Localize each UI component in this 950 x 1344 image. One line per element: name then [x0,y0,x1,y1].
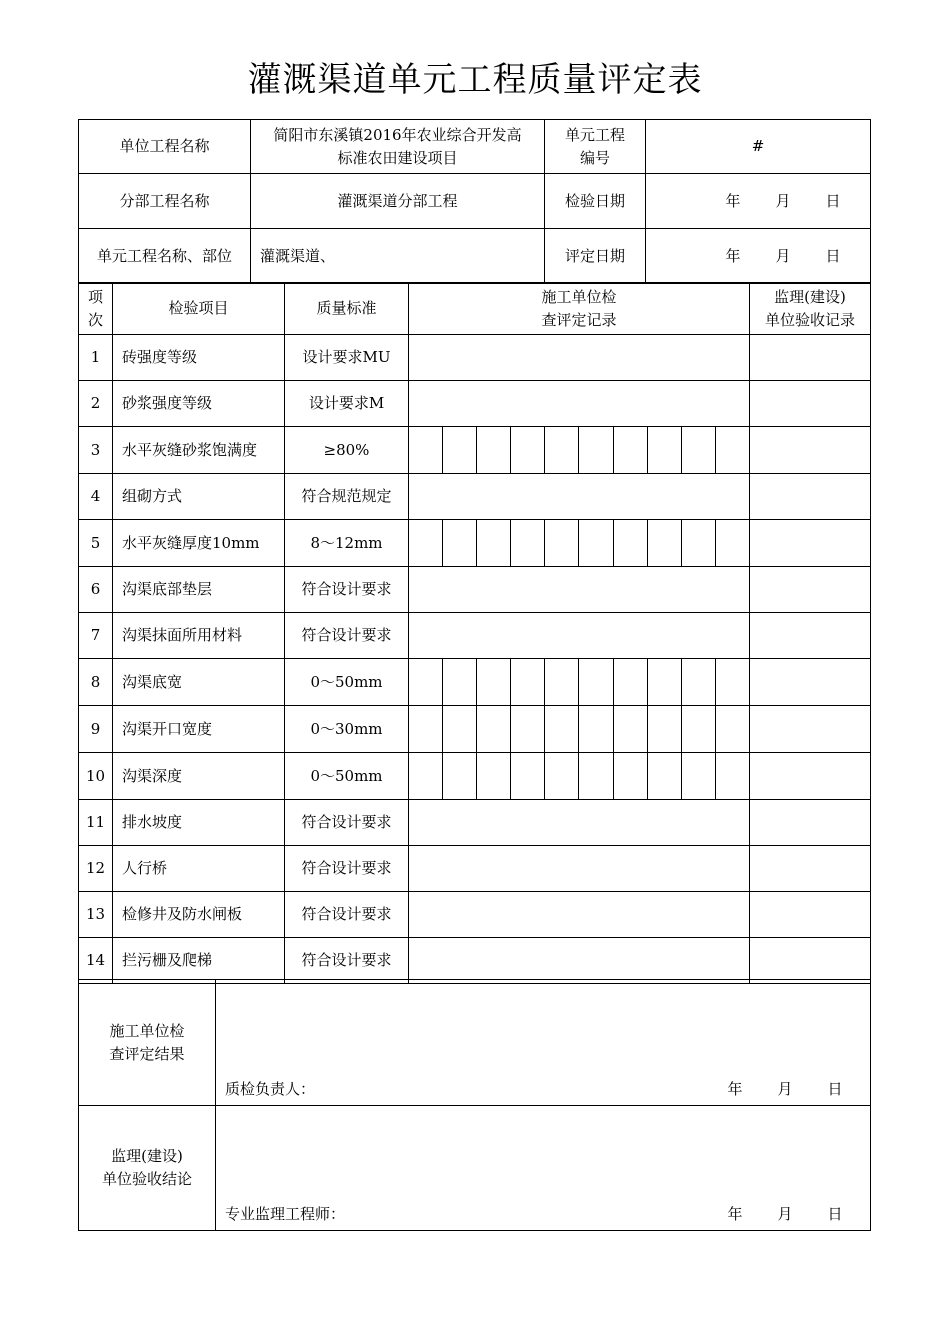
col-supervisor-header [750,283,871,335]
measure-cell[interactable] [613,520,647,566]
measure-cell[interactable] [442,520,476,566]
row-supervisor-record[interactable] [750,659,871,706]
row-standard: 0～30mm [285,706,409,753]
row-supervisor-record[interactable] [750,427,871,474]
measure-cell[interactable] [613,753,647,799]
row-supervisor-record[interactable] [750,846,871,892]
measure-cell[interactable] [578,427,612,473]
row-contractor-record[interactable] [409,892,750,938]
row-supervisor-record[interactable] [750,892,871,938]
measure-cell[interactable] [544,427,578,473]
footer-table [78,979,871,1231]
row-standard: 设计要求M [285,381,409,427]
measure-cell[interactable] [510,427,544,473]
measure-cell[interactable] [715,753,749,799]
project-value [251,120,545,174]
year-label: 年 [727,1079,743,1098]
division-label: 分部工程名称 [79,174,251,229]
measure-cell[interactable] [409,427,442,473]
project-label: 单位工程名称 [79,120,251,174]
col-item-header: 检验项目 [113,283,285,335]
inspect-date-label: 检验日期 [545,174,646,229]
eval-date-value [646,229,871,284]
unit-no-label-line1: 单元工程 [564,125,625,144]
measure-cell[interactable] [476,659,510,705]
table-row [79,938,871,984]
row-item: 沟渠底宽 [113,659,285,706]
items-table [78,282,871,984]
measure-cell[interactable] [715,659,749,705]
table-row [79,567,871,613]
row-supervisor-record[interactable] [750,706,871,753]
measure-cell[interactable] [510,659,544,705]
sign-date [710,1078,860,1101]
row-supervisor-record[interactable] [750,753,871,800]
measure-cell[interactable] [409,706,442,752]
row-standard: 符合设计要求 [285,613,409,659]
supervisor-result-line1: 监理(建设) [111,1147,183,1165]
measure-cell[interactable] [409,753,442,799]
table-row [79,892,871,938]
month-label: 月 [775,191,791,210]
page-title: 灌溉渠道单元工程质量评定表 [247,60,703,100]
supervisor-result-line2: 单位验收结论 [101,1170,192,1188]
table-row [79,659,871,706]
measure-cell[interactable] [544,753,578,799]
measure-cell[interactable] [578,520,612,566]
measure-cell[interactable] [578,753,612,799]
table-row [79,800,871,846]
row-contractor-record[interactable] [409,846,750,892]
row-no: 8 [79,659,113,706]
row-contractor-record[interactable] [409,381,750,427]
row-item: 水平灰缝厚度10mm [113,520,285,567]
contractor-result-line2: 查评定结果 [109,1044,185,1063]
row-contractor-record[interactable] [409,567,750,613]
project-value-line1: 简阳市东溪镇2016年农业综合开发高 [273,125,522,144]
row-standard: 符合规范规定 [285,474,409,520]
contractor-result-label [79,980,216,1106]
project-value-line2: 标准农田建设项目 [337,148,458,167]
row-contractor-record[interactable] [409,474,750,520]
measure-cell[interactable] [476,520,510,566]
row-no: 5 [79,520,113,567]
row-no: 13 [79,892,113,938]
measure-cell[interactable] [544,520,578,566]
row-contractor-record[interactable] [409,613,750,659]
month-label: 月 [777,1079,793,1098]
row-measure-grid [409,659,750,706]
measure-cell[interactable] [510,753,544,799]
row-no: 3 [79,427,113,474]
table-row [79,427,871,474]
col-standard-header: 质量标准 [285,283,409,335]
measure-cell[interactable] [476,706,510,752]
row-standard: 符合设计要求 [285,938,409,984]
eval-date-label: 评定日期 [545,229,646,284]
row-item: 人行桥 [113,846,285,892]
col-no-line2: 次 [87,310,103,329]
col-supervisor-line1: 监理(建设) [774,287,846,306]
measure-cell[interactable] [578,659,612,705]
measure-cell[interactable] [681,753,715,799]
supervisor-result-area[interactable] [216,1106,871,1231]
year-label: 年 [725,246,741,265]
month-label: 月 [777,1205,793,1223]
col-no-header [79,283,113,335]
row-contractor-record[interactable] [409,938,750,984]
month-label: 月 [775,246,791,265]
row-item: 检修井及防水闸板 [113,892,285,938]
measure-cell[interactable] [715,520,749,566]
row-item: 沟渠深度 [113,753,285,800]
measure-cell[interactable] [613,706,647,752]
unit-no-label-line2: 编号 [579,148,610,167]
measure-cell[interactable] [647,427,681,473]
measure-cell[interactable] [715,427,749,473]
measure-cell[interactable] [442,659,476,705]
measure-cell[interactable] [510,520,544,566]
measure-cell[interactable] [613,427,647,473]
unit-value: 灌溉渠道、 [251,229,545,284]
row-no: 12 [79,846,113,892]
day-label: 日 [825,191,841,210]
measure-cell[interactable] [681,706,715,752]
row-standard: 0～50mm [285,753,409,800]
row-no: 14 [79,938,113,984]
measure-cell[interactable] [476,753,510,799]
col-contractor-line1: 施工单位检 [541,287,617,306]
row-supervisor-record[interactable] [750,381,871,427]
row-standard: 设计要求MU [285,335,409,381]
row-standard: 8～12mm [285,520,409,567]
measure-cell[interactable] [578,706,612,752]
measure-cell[interactable] [409,659,442,705]
engineer-label: 专业监理工程师： [225,1205,346,1223]
measure-cell[interactable] [647,753,681,799]
col-no-line1: 项 [87,287,103,306]
row-measure-grid [409,520,750,567]
sign-date [710,1203,860,1226]
table-row [79,335,871,381]
measure-cell[interactable] [544,706,578,752]
measure-cell[interactable] [442,706,476,752]
row-no: 7 [79,613,113,659]
table-row [79,753,871,800]
day-label: 日 [827,1205,843,1223]
row-standard: 符合设计要求 [285,846,409,892]
row-standard: 符合设计要求 [285,800,409,846]
row-item: 拦污栅及爬梯 [113,938,285,984]
division-value: 灌溉渠道分部工程 [251,174,545,229]
table-row [79,474,871,520]
table-row [79,846,871,892]
row-item: 沟渠抹面所用材料 [113,613,285,659]
row-supervisor-record[interactable] [750,613,871,659]
unit-no-label [545,120,646,174]
year-label: 年 [727,1205,743,1223]
row-no: 1 [79,335,113,381]
measure-cell[interactable] [544,659,578,705]
row-item: 组砌方式 [113,474,285,520]
supervisor-result-label [79,1106,216,1231]
contractor-result-line1: 施工单位检 [109,1021,185,1040]
row-item: 沟渠开口宽度 [113,706,285,753]
measure-cell[interactable] [613,659,647,705]
table-row [79,381,871,427]
measure-cell[interactable] [681,659,715,705]
row-contractor-record[interactable] [409,335,750,381]
row-item: 沟渠底部垫层 [113,567,285,613]
row-standard: 符合设计要求 [285,892,409,938]
table-row [79,706,871,753]
col-supervisor-line2: 单位验收记录 [764,310,855,329]
row-item: 砖强度等级 [113,335,285,381]
qc-person-label: 质检负责人： [225,1079,316,1098]
row-item: 水平灰缝砂浆饱满度 [113,427,285,474]
row-supervisor-record[interactable] [750,567,871,613]
row-standard: 0～50mm [285,659,409,706]
measure-cell[interactable] [476,427,510,473]
row-measure-grid [409,427,750,474]
row-measure-grid [409,706,750,753]
measure-cell[interactable] [442,427,476,473]
col-contractor-line2: 查评定记录 [541,310,617,329]
measure-cell[interactable] [647,706,681,752]
row-measure-grid [409,753,750,800]
measure-cell[interactable] [409,520,442,566]
contractor-result-area[interactable] [216,980,871,1106]
measure-cell[interactable] [510,706,544,752]
row-item: 砂浆强度等级 [113,381,285,427]
row-no: 4 [79,474,113,520]
measure-cell[interactable] [681,520,715,566]
row-standard: ≥80% [285,427,409,474]
year-label: 年 [725,191,741,210]
row-supervisor-record[interactable] [750,474,871,520]
day-label: 日 [825,246,841,265]
row-no: 2 [79,381,113,427]
column-header-row [79,283,871,335]
row-supervisor-record[interactable] [750,938,871,984]
unit-no-value: # [646,120,871,174]
measure-cell[interactable] [647,520,681,566]
row-item: 排水坡度 [113,800,285,846]
day-label: 日 [827,1079,843,1098]
row-contractor-record[interactable] [409,800,750,846]
header-table [78,119,871,284]
row-no: 10 [79,753,113,800]
inspect-date-value [646,174,871,229]
unit-label: 单元工程名称、部位 [79,229,251,284]
row-supervisor-record[interactable] [750,335,871,381]
measure-cell[interactable] [681,427,715,473]
measure-cell[interactable] [715,706,749,752]
table-row [79,520,871,567]
measure-cell[interactable] [647,659,681,705]
row-standard: 符合设计要求 [285,567,409,613]
table-row [79,613,871,659]
col-contractor-header [409,283,750,335]
row-no: 11 [79,800,113,846]
row-no: 6 [79,567,113,613]
row-supervisor-record[interactable] [750,520,871,567]
row-no: 9 [79,706,113,753]
row-supervisor-record[interactable] [750,800,871,846]
measure-cell[interactable] [442,753,476,799]
